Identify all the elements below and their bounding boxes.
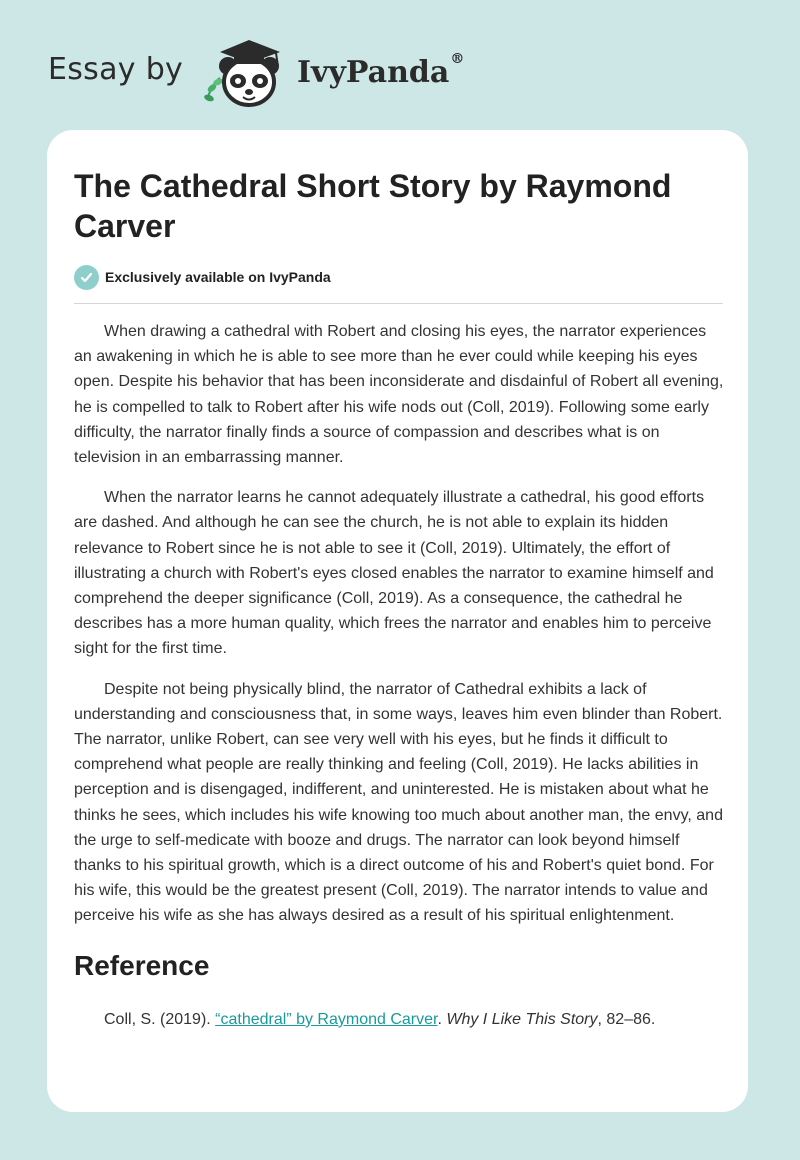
reference-entry <box>74 1008 724 1032</box>
exclusive-label: Exclusively available on IvyPanda <box>105 269 331 285</box>
site-header <box>0 0 800 130</box>
exclusive-badge <box>74 264 331 290</box>
reference-author: Coll, S. (2019). <box>104 1010 216 1028</box>
paragraph: When drawing a cathedral with Robert and closing his eyes, the narrator experiences an awakening in which he is able to see more than he ever could while keeping his eyes open. Despite his behavior that has been inconsiderate and disdainful of Robert all evening, he is compelled to talk to Robert after his wife nods out (Coll, 2019). Following some early difficulty, the narrator finally finds a source of compassion and describes what is on television in an embarrassing manner. <box>74 323 724 467</box>
divider <box>74 303 723 304</box>
reference-separator: . <box>437 1010 447 1028</box>
registered-mark: ® <box>450 51 465 67</box>
check-icon <box>74 265 99 290</box>
reference-link[interactable]: “cathedral” by Raymond Carver <box>215 1010 438 1028</box>
paragraph: When the narrator learns he cannot adequately illustrate a cathedral, his good efforts are dashed. And although he can see the church, he is not able to explain its hidden relevance to Robert since he is not able to see it (Coll, 2019). Ultimately, the effort of illustrating a church with Robert's eyes closed enables the narrator to examine himself and comprehend the deeper significance (Coll, 2019). As a consequence, the cathedral he describes has a more human quality, which frees the narrator and enables him to perceive sight for the first time. <box>74 489 714 658</box>
reference-heading: Reference <box>74 949 210 981</box>
brand-name[interactable]: IvyPanda® <box>297 51 465 90</box>
essay-card <box>47 130 748 1112</box>
paragraph: Despite not being physically blind, the narrator of Cathedral exhibits a lack of understanding and consciousness that, in some ways, leaves him even blinder than Robert. The narrator, unlike Robert, can see very well with his eyes, but he finds it difficult to comprehend what people are really thinking and feeling (Coll, 2019). He lacks abilities in perception and is disengaged, indifferent, and uninterested. He is mistaken about what he thinks he sees, which includes his wife knowing too much about another man, the envy, and the urge to self-medicate with booze and drugs. The narrator can look beyond himself thanks to his spiritual growth, which is a direct outcome of his and Robert's quiet bond. For his wife, this would be the greatest present (Coll, 2019). The narrator intends to value and perceive his wife as she has always desired as a result of his spiritual enlightenment. <box>74 680 723 925</box>
essay-body <box>74 319 724 1032</box>
essay-by-label: Essay by <box>48 52 184 87</box>
reference-pages: , 82–86. <box>597 1010 656 1028</box>
panda-logo-icon[interactable] <box>200 36 296 110</box>
page-title: The Cathedral Short Story by Raymond Carver <box>74 168 672 244</box>
reference-source: Why I Like This Story <box>446 1010 598 1028</box>
